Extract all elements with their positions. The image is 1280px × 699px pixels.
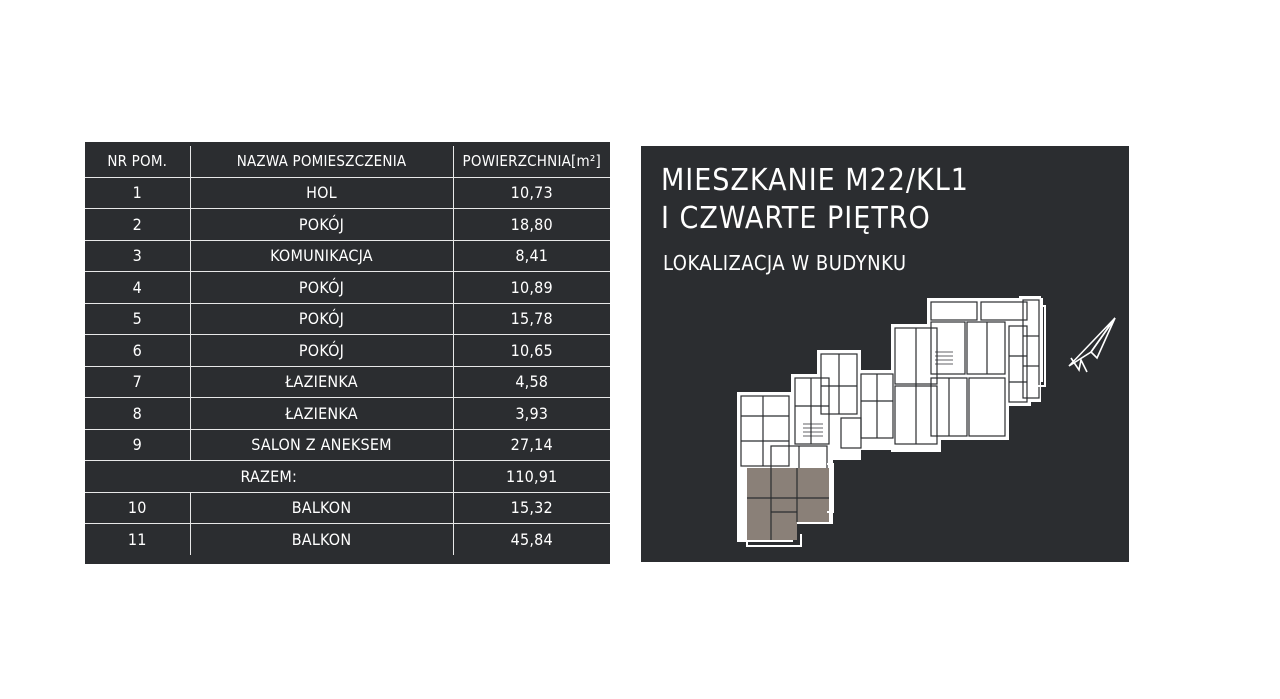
- room-area: 45,84: [453, 524, 610, 555]
- room-name: SALON Z ANEKSEM: [190, 429, 453, 461]
- table-header-row: [85, 146, 610, 177]
- rooms-table: [85, 146, 610, 555]
- room-area: 10,73: [453, 177, 610, 209]
- room-name: ŁAZIENKA: [190, 366, 453, 398]
- apartment-title-line1: MIESZKANIE M22/KL1: [661, 163, 969, 198]
- room-name: POKÓJ: [190, 335, 453, 367]
- apartment-title-line2: I CZWARTE PIĘTRO: [661, 201, 931, 236]
- table-row: [85, 492, 610, 524]
- table-row: [85, 177, 610, 209]
- room-name: ŁAZIENKA: [190, 398, 453, 430]
- location-panel: [641, 146, 1129, 562]
- room-nr: 7: [85, 366, 190, 398]
- table-row: [85, 398, 610, 430]
- room-area: 8,41: [453, 240, 610, 272]
- room-name: POKÓJ: [190, 209, 453, 241]
- room-nr: 5: [85, 303, 190, 335]
- room-nr: 2: [85, 209, 190, 241]
- room-nr: 11: [85, 524, 190, 555]
- room-nr: 3: [85, 240, 190, 272]
- room-area: 10,89: [453, 272, 610, 304]
- room-name: KOMUNIKACJA: [190, 240, 453, 272]
- room-area: 10,65: [453, 335, 610, 367]
- table-row: [85, 524, 610, 555]
- header-name: NAZWA POMIESZCZENIA: [190, 146, 453, 177]
- room-name: HOL: [190, 177, 453, 209]
- table-row: [85, 335, 610, 367]
- total-label: RAZEM:: [85, 461, 453, 493]
- table-row: [85, 429, 610, 461]
- room-nr: 9: [85, 429, 190, 461]
- room-nr: 8: [85, 398, 190, 430]
- room-name: POKÓJ: [190, 272, 453, 304]
- room-area: 15,32: [453, 492, 610, 524]
- highlighted-apartment: [747, 468, 829, 540]
- table-row: [85, 303, 610, 335]
- room-nr: 4: [85, 272, 190, 304]
- room-area: 3,93: [453, 398, 610, 430]
- table-row: [85, 240, 610, 272]
- table-row: [85, 272, 610, 304]
- room-name: BALKON: [190, 492, 453, 524]
- location-subtitle: LOKALIZACJA W BUDYNKU: [663, 251, 907, 275]
- table-row: [85, 366, 610, 398]
- room-nr: 6: [85, 335, 190, 367]
- header-nr: NR POM.: [85, 146, 190, 177]
- total-row: [85, 461, 610, 493]
- rooms-table-container: [85, 142, 610, 564]
- room-nr: 1: [85, 177, 190, 209]
- room-name: POKÓJ: [190, 303, 453, 335]
- room-area: 18,80: [453, 209, 610, 241]
- floor-plan: [641, 146, 1129, 562]
- table-row: [85, 209, 610, 241]
- room-area: 15,78: [453, 303, 610, 335]
- room-name: BALKON: [190, 524, 453, 555]
- room-area: 4,58: [453, 366, 610, 398]
- header-area: POWIERZCHNIA[m²]: [453, 146, 610, 177]
- north-arrow-icon: [1061, 314, 1117, 374]
- room-area: 27,14: [453, 429, 610, 461]
- room-nr: 10: [85, 492, 190, 524]
- total-area: 110,91: [453, 461, 610, 493]
